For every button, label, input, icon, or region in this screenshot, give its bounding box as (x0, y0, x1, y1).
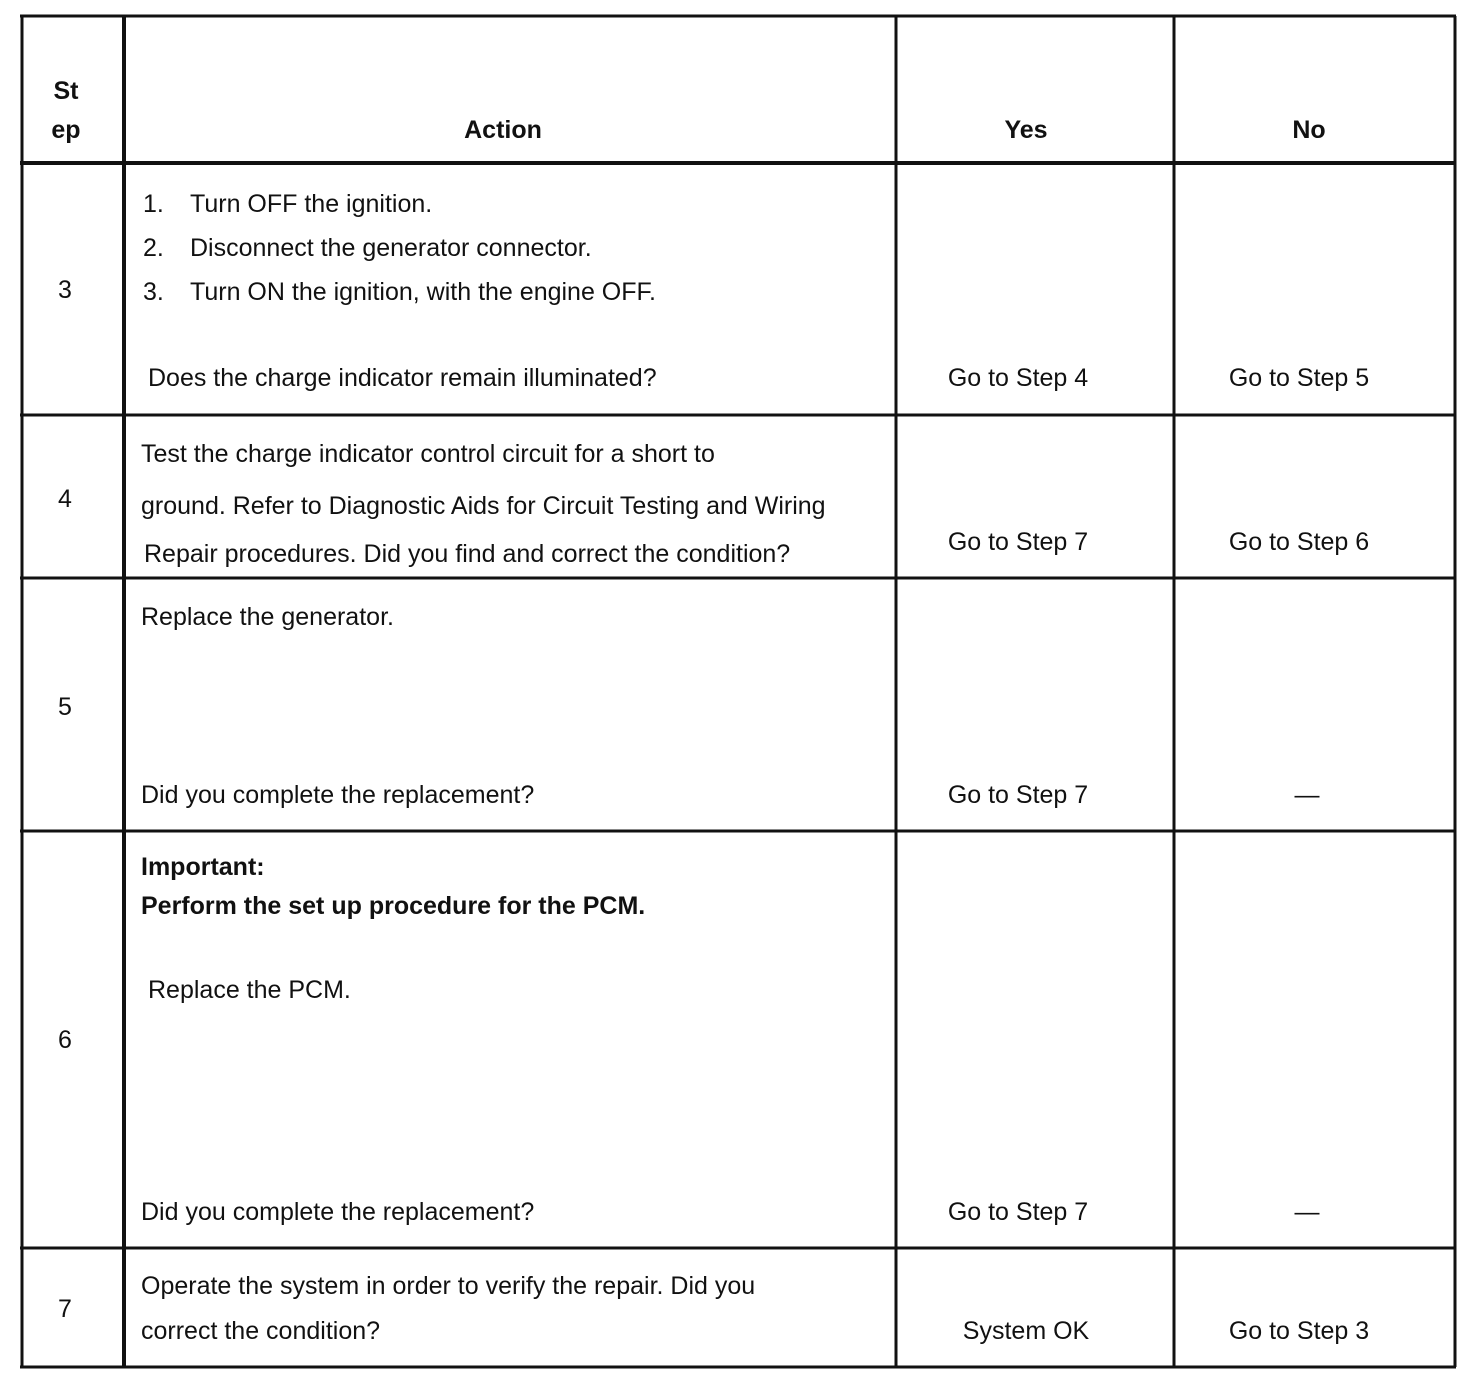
action-line: Operate the system in order to verify the repair. Did you (141, 1272, 756, 1300)
header-step-line2: ep (51, 116, 81, 144)
list-item-number: 2. (143, 234, 164, 262)
no-result: Go to Step 6 (1228, 528, 1370, 556)
action-line: ground. Refer to Diagnostic Aids for Circuit Testing and Wiring (141, 492, 826, 520)
question-text: Did you complete the replacement? (141, 1198, 535, 1226)
no-result: — (1294, 781, 1320, 809)
list-item-text: Turn ON the ignition, with the engine OFF. (190, 278, 656, 306)
action-line: correct the condition? (141, 1317, 381, 1345)
step-number-3: 3 (58, 276, 72, 304)
no-result: — (1294, 1198, 1320, 1226)
step-number-4: 4 (58, 485, 72, 513)
yes-result: Go to Step 7 (947, 528, 1089, 556)
yes-result: System OK (962, 1317, 1090, 1345)
important-text: Perform the set up procedure for the PCM. (141, 892, 646, 920)
action-text: Replace the PCM. (148, 976, 351, 1004)
header-step-line1: St (53, 77, 79, 105)
step-number-6: 6 (58, 1026, 72, 1054)
list-item-number: 1. (143, 190, 164, 218)
header-action: Action (464, 116, 542, 144)
list-item-text: Disconnect the generator connector. (190, 234, 592, 262)
header-yes: Yes (1004, 116, 1048, 144)
action-line: Repair procedures. Did you find and correct the condition? (144, 540, 791, 568)
yes-result: Go to Step 7 (947, 1198, 1089, 1226)
important-label: Important: (141, 853, 265, 881)
no-result: Go to Step 5 (1228, 364, 1370, 392)
question-text: Did you complete the replacement? (141, 781, 535, 809)
step-number-7: 7 (58, 1295, 72, 1323)
yes-result: Go to Step 7 (947, 781, 1089, 809)
yes-result: Go to Step 4 (947, 364, 1089, 392)
header-no: No (1292, 116, 1326, 144)
question-text: Does the charge indicator remain illuminated? (148, 364, 657, 392)
action-line: Test the charge indicator control circuit for a short to (141, 440, 715, 468)
step-number-5: 5 (58, 693, 72, 721)
no-result: Go to Step 3 (1228, 1317, 1370, 1345)
action-text: Replace the generator. (141, 603, 394, 631)
list-item-text: Turn OFF the ignition. (190, 190, 433, 218)
list-item-number: 3. (143, 278, 164, 306)
